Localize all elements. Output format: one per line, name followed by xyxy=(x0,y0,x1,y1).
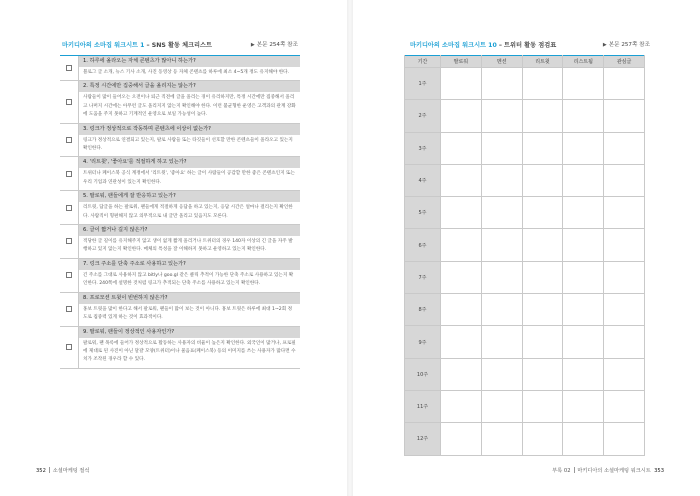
worksheet-10-title-accent: 마키디아의 소마집 워크시트 10 xyxy=(410,42,497,49)
entry-cell[interactable] xyxy=(441,358,482,390)
sns-checklist xyxy=(60,55,300,369)
column-header: 팔로워 xyxy=(441,56,482,68)
left-footer xyxy=(36,467,89,474)
checklist-description: 적당한 글 길이를 유지해주지 않고 생이 없게 짧게 올리거나 트위터의 경우 140자 이상의 긴 글을 자주 발행하고 있지 않는지 확인한다. 매체의 특성을 잘 이해하지 못하고 운영하고 있는지 확인한다. xyxy=(83,239,293,253)
entry-cell[interactable] xyxy=(604,132,645,164)
entry-cell[interactable] xyxy=(441,68,482,100)
checkbox-cell xyxy=(60,225,78,258)
entry-cell[interactable] xyxy=(604,100,645,132)
worksheet-1-title: – SNS 활동 체크리스트 xyxy=(146,42,212,49)
entry-cell[interactable] xyxy=(522,326,563,358)
entry-cell[interactable] xyxy=(522,197,563,229)
column-header: 리스트됨 xyxy=(563,56,604,68)
table-row xyxy=(405,390,645,422)
checklist-description: 리트윗, 답글을 하는 팔로워, 팬들에게 적절하게 응답을 하고 있는지, 응답 시간은 얼마나 걸리는지 확인한다. 사람직이 형편해지 않고 의무적으로 내 글만 올리고 있음지도 모른다. xyxy=(83,205,293,219)
checkbox-cell xyxy=(60,56,78,80)
entry-cell[interactable] xyxy=(441,164,482,196)
entry-cell[interactable] xyxy=(481,358,522,390)
checkbox-cell xyxy=(60,293,78,326)
checklist-item xyxy=(60,81,300,123)
appendix-title: 마키디아의 소셜마케팅 워크시트 xyxy=(577,468,651,474)
week-label: 8주 xyxy=(405,294,441,326)
checkbox[interactable] xyxy=(66,65,72,71)
entry-cell[interactable] xyxy=(604,390,645,422)
entry-cell[interactable] xyxy=(522,390,563,422)
entry-cell[interactable] xyxy=(441,326,482,358)
week-label: 11주 xyxy=(405,390,441,422)
table-row xyxy=(405,68,645,100)
table-row xyxy=(405,326,645,358)
entry-cell[interactable] xyxy=(563,68,604,100)
entry-cell[interactable] xyxy=(604,423,645,455)
entry-cell[interactable] xyxy=(522,164,563,196)
checkbox-cell xyxy=(60,191,78,224)
checklist-item xyxy=(60,157,300,191)
entry-cell[interactable] xyxy=(604,294,645,326)
entry-cell[interactable] xyxy=(563,229,604,261)
entry-cell[interactable] xyxy=(441,390,482,422)
checkbox[interactable] xyxy=(66,137,72,143)
checklist-item xyxy=(60,124,300,158)
week-label: 3주 xyxy=(405,132,441,164)
entry-cell[interactable] xyxy=(481,132,522,164)
entry-cell[interactable] xyxy=(563,197,604,229)
week-label: 4주 xyxy=(405,164,441,196)
entry-cell[interactable] xyxy=(522,132,563,164)
table-row xyxy=(405,100,645,132)
entry-cell[interactable] xyxy=(441,294,482,326)
entry-cell[interactable] xyxy=(563,132,604,164)
week-label: 12주 xyxy=(405,423,441,455)
checkbox-cell xyxy=(60,124,78,157)
entry-cell[interactable] xyxy=(481,197,522,229)
entry-cell[interactable] xyxy=(563,390,604,422)
table-row xyxy=(405,423,645,455)
table-row xyxy=(405,164,645,196)
checklist-description: 블로그 글 소개, 뉴스 기사 소개, 사진 동영상 등 자체 콘텐츠를 하루에 최소 4~5개 정도 유지해야 한다. xyxy=(83,70,290,75)
checklist-item xyxy=(60,225,300,259)
week-label: 5주 xyxy=(405,197,441,229)
entry-cell[interactable] xyxy=(522,358,563,390)
checkbox-cell xyxy=(60,259,78,292)
worksheet-10-title: – 트위터 활동 점검표 xyxy=(498,42,557,49)
checklist-description: 긴 주소를 그대로 사용하지 않고 bitly나 goo.gl 같은 클릭 추적이 가능한 단축 주소로 사용하고 있는지 확인한다. 240쪽에 설명한 것처럼 링크가 추적되는 단축 주소를 사용하고 있는지 확인한다. xyxy=(83,272,294,287)
checkbox[interactable] xyxy=(66,171,72,177)
checkbox[interactable] xyxy=(66,99,72,105)
week-label: 2주 xyxy=(405,100,441,132)
table-header-row xyxy=(405,56,645,68)
entry-cell[interactable] xyxy=(522,100,563,132)
entry-cell[interactable] xyxy=(604,358,645,390)
worksheet-10-header xyxy=(410,40,650,54)
appendix-label: 부록 02 xyxy=(552,468,571,474)
column-header: 기간 xyxy=(405,56,441,68)
twitter-activity-table xyxy=(404,55,645,456)
checklist-item xyxy=(60,293,300,327)
checklist-description: 홍보 트윗을 많이 한다고 해서 팔로워, 팬들이 많이 보는 것이 아니다. 홍보 트윗은 하루에 최대 1~2회 정도로 집중력 있게 하는 것이 효과적이다. xyxy=(83,306,293,321)
entry-cell[interactable] xyxy=(481,229,522,261)
table-row xyxy=(405,261,645,293)
checklist-question: 1. 하루에 올라오는 자체 콘텐츠가 많아니 하는가? xyxy=(79,56,300,67)
week-label: 9주 xyxy=(405,326,441,358)
column-header: 멘션 xyxy=(481,56,522,68)
table-row xyxy=(405,229,645,261)
entry-cell[interactable] xyxy=(563,261,604,293)
entry-cell[interactable] xyxy=(522,229,563,261)
entry-cell[interactable] xyxy=(522,294,563,326)
checklist-item xyxy=(60,56,300,81)
checkbox-cell xyxy=(60,81,78,122)
entry-cell[interactable] xyxy=(441,229,482,261)
week-label: 7주 xyxy=(405,261,441,293)
entry-cell[interactable] xyxy=(563,423,604,455)
checklist-description: 트위터나 페이스북 공식 계정에서 '리트윗', '좋아요' 하는 글이 사람들이 공감할 만한 좋은 콘텐츠인지 또는 우리 기업과 연관성이 있는지 확인한다. xyxy=(83,171,295,185)
checklist-question: 3. 링크가 정상적으로 작동하며 콘텐츠에 이상이 없는가? xyxy=(79,124,300,135)
column-header: 관심글 xyxy=(604,56,645,68)
entry-cell[interactable] xyxy=(441,132,482,164)
checkbox[interactable] xyxy=(66,272,72,278)
checkbox-cell xyxy=(60,157,78,190)
entry-cell[interactable] xyxy=(481,100,522,132)
entry-cell[interactable] xyxy=(481,390,522,422)
checkbox[interactable] xyxy=(66,205,72,211)
entry-cell[interactable] xyxy=(441,423,482,455)
checklist-question: 7. 링크 주소를 단축 주소로 사용하고 있는가? xyxy=(79,259,300,270)
checklist-description: 팔로워, 팬 목록에 들어가 정상적으로 활동하는 사용자의 비율이 높은지 확인한다. 외국인이 많거나, 프로필에 제대로 된 사진이 아닌 달걀 모양(트위터)이나 물음표(페이스북) 등의 이미지를 쓰는 사용자가 많다면 수치가 조작된 경우라 할 수 있다. xyxy=(83,340,296,363)
book-title: 소셜마케팅 절석 xyxy=(52,468,90,474)
week-label: 6주 xyxy=(405,229,441,261)
checklist-item xyxy=(60,327,300,369)
checklist-question: 5. 팔로워, 팬들에게 잘 반응하고 있는가? xyxy=(79,191,300,202)
entry-cell[interactable] xyxy=(441,261,482,293)
triangle-icon: ▶ xyxy=(250,42,255,48)
checklist-description: 링크가 정상적으로 연결되고 있는지, 팔로 사람들 또는 타깃들이 선호할 만한 콘텐츠들이 올라오고 있는지 확인한다. xyxy=(83,137,293,152)
entry-cell[interactable] xyxy=(563,294,604,326)
entry-cell[interactable] xyxy=(522,423,563,455)
checkbox-cell xyxy=(60,327,78,368)
checklist-question: 9. 팔로워, 팬들이 정상적인 사용자인가? xyxy=(79,327,300,338)
entry-cell[interactable] xyxy=(522,68,563,100)
checklist-question: 6. 글이 짧거나 길지 않은가? xyxy=(79,225,300,236)
checklist-question: 4. '리트윗', '좋아요'를 적절하게 하고 있는가? xyxy=(79,157,300,168)
entry-cell[interactable] xyxy=(604,164,645,196)
page-reference: ▶ 본문 257쪽 참조 xyxy=(602,42,650,48)
entry-cell[interactable] xyxy=(481,164,522,196)
entry-cell[interactable] xyxy=(481,261,522,293)
entry-cell[interactable] xyxy=(481,423,522,455)
entry-cell[interactable] xyxy=(604,229,645,261)
entry-cell[interactable] xyxy=(441,197,482,229)
worksheet-1-header xyxy=(62,40,298,54)
entry-cell[interactable] xyxy=(604,261,645,293)
page-reference: ▶ 본문 254쪽 참조 xyxy=(250,42,298,48)
entry-cell[interactable] xyxy=(604,326,645,358)
checklist-question: 2. 특정 시간에만 집중해서 글을 올리지는 않는가? xyxy=(79,81,300,92)
triangle-icon: ▶ xyxy=(602,42,607,48)
page-number: 353 xyxy=(654,468,664,474)
checklist-item xyxy=(60,191,300,225)
entry-cell[interactable] xyxy=(563,100,604,132)
checkbox[interactable] xyxy=(66,344,72,350)
entry-cell[interactable] xyxy=(522,261,563,293)
table-row xyxy=(405,132,645,164)
page-number: 352 xyxy=(36,468,46,474)
entry-cell[interactable] xyxy=(563,326,604,358)
entry-cell[interactable] xyxy=(481,294,522,326)
entry-cell[interactable] xyxy=(481,68,522,100)
table-row xyxy=(405,358,645,390)
entry-cell[interactable] xyxy=(441,100,482,132)
checkbox[interactable] xyxy=(66,238,72,244)
checklist-question: 8. 프로모션 트윗이 빈번하지 않은가? xyxy=(79,293,300,304)
week-label: 10주 xyxy=(405,358,441,390)
entry-cell[interactable] xyxy=(563,358,604,390)
checklist-description: 사람들이 많이 들어오는 오전이나 퇴근 직전에 글을 올리는 경이 유리하지만, 특정 시간에만 집중해서 올리고 나머지 시간에는 아무런 글도 올리지지 않는지 확인해야 한다. 이런 불균형한 운영은 고객과의 관계 강화에 도움을 주지 못하고 기계적인 운영으로 보일 가능성이 높다. xyxy=(83,95,296,118)
table-row xyxy=(405,197,645,229)
week-label: 1주 xyxy=(405,68,441,100)
column-header: 리트윗 xyxy=(522,56,563,68)
entry-cell[interactable] xyxy=(563,164,604,196)
checkbox[interactable] xyxy=(66,306,72,312)
entry-cell[interactable] xyxy=(604,197,645,229)
entry-cell[interactable] xyxy=(604,68,645,100)
checklist-item xyxy=(60,259,300,293)
worksheet-1-title-accent: 마키디아의 소마집 워크시트 1 xyxy=(62,42,145,49)
entry-cell[interactable] xyxy=(481,326,522,358)
right-footer xyxy=(552,467,664,474)
table-row xyxy=(405,294,645,326)
